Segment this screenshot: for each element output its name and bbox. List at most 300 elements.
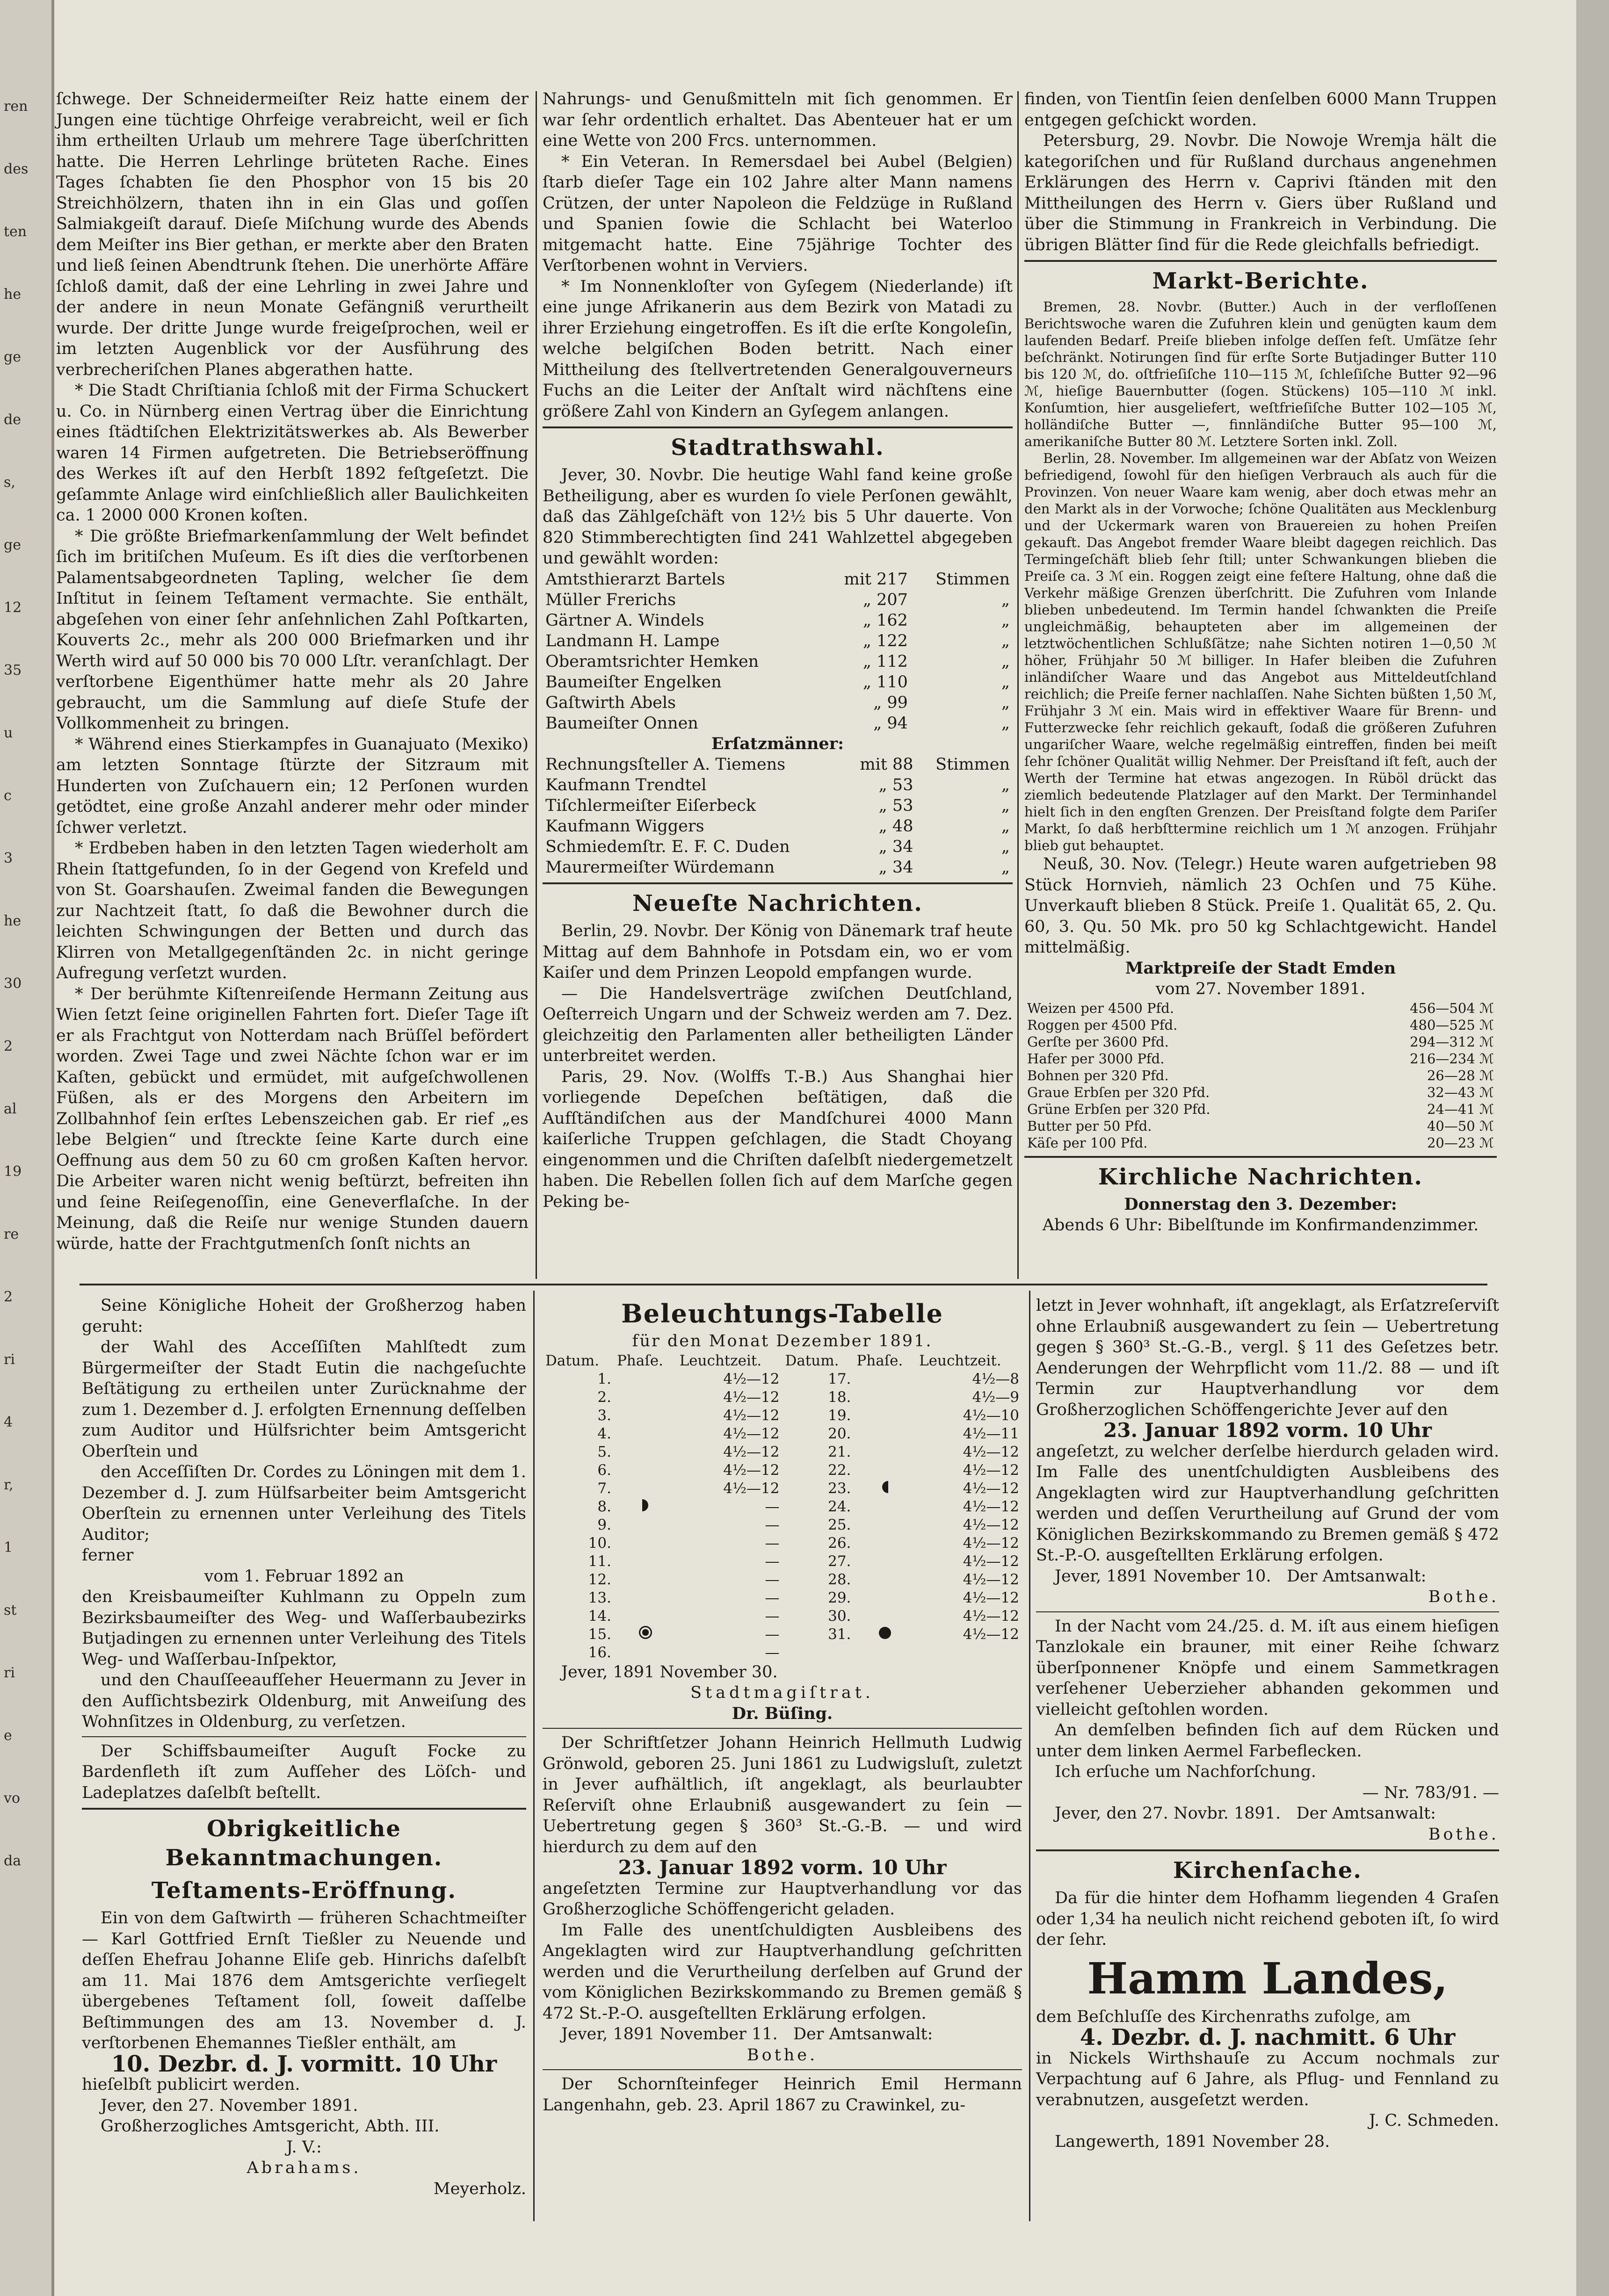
- lighting-time: 4½—12: [963, 1552, 1019, 1570]
- notice-place-date: Jever, 1891 November 11.: [561, 2025, 778, 2043]
- date-cell: 20.: [828, 1425, 851, 1442]
- lighting-time: —: [765, 1552, 780, 1570]
- date-cell: 25.: [828, 1516, 851, 1533]
- table-row: [543, 713, 1013, 734]
- notice-text: [543, 2024, 1022, 2045]
- date-cell: 17.: [828, 1370, 851, 1387]
- date-cell: 26.: [828, 1534, 851, 1552]
- article-text: Jever, 30. Novbr. Die heutige Wahl fand keine große Betheiligung, aber es wurden ſo viele Perſonen gewählt, daß das Zählgeſchäft von 12½ bis 5 Uhr dauerte. Von 820 Stimmberechtigten ſind 241 Wahlzettel abgegeben und gewählt worden:: [543, 466, 1013, 568]
- article-text: Petersburg, 29. Novbr. Die Nowoje Wremja hält die kategoriſchen und für Rußland durchaus angenehmen Erklärungen des Herrn v. Caprivi ſtänden mit den Mittheilungen des Herrn v. Giers über Rußland und über die Stimmung in Frankreich in Verbindung. Die übrigen Blätter ſind für die Rede gleichfalls befriedigt.: [1024, 131, 1497, 254]
- column-header: Leuchtzeit.: [679, 1352, 762, 1369]
- vote-unit: „: [1001, 838, 1010, 856]
- price-range: 32—43 ℳ: [1427, 1084, 1494, 1100]
- date-cell: 28.: [828, 1571, 851, 1588]
- table-row: [543, 775, 1013, 795]
- market-report: Bremen, 28. Novbr. (Butter.) Auch in der verfloſſenen Berichtswoche waren die Zufuhren klein und genügten kaum dem laufenden Bedarf. Preiſe blieben infolge deſſen feſt. Umſätze ſehr beſchränkt. Notirungen ſind für erſte Sorte Butjadinger Butter 110 bis 120 ℳ, do. oſtfrieſiſche 110—115 ℳ, ſchleſiſche Butter 92—96 ℳ, hieſige Bauernbutter (ſogen. Stückens) 105—110 ℳ inkl. Konſumtion, hier ausgeliefert, weſtfrieſiſche Butter 102—105 ℳ, holländiſche Butter —, finnländiſche Butter 95—100 ℳ, amerikaniſche Butter 80 ℳ. Letztere Sorten inkl. Zoll.: [1024, 299, 1497, 449]
- notice-text: der Wahl des Acceſſiſten Mahlſtedt zum Bürgermeiſter der Stadt Eutin die nachgeſuchte Beſtätigung zu ertheilen unter Zurücknahme der zum 1. Dezember d. J. erfolgten Ernennung deſſelben zum Auditor und Hülfsrichter beim Amtsgericht Oberſtein und: [82, 1338, 526, 1461]
- fragment-text: 35: [4, 662, 22, 679]
- subheading: für den Monat Dezember 1891.: [632, 1332, 933, 1350]
- notice-office: Der Amtsanwalt:: [1296, 1804, 1436, 1823]
- price-range: 40—50 ℳ: [1427, 1118, 1494, 1134]
- table-row: [543, 631, 1013, 651]
- fragment-text: 30: [4, 975, 22, 992]
- vote-count: „ 34: [878, 838, 913, 856]
- date-cell: 29.: [828, 1589, 851, 1606]
- article-text: * Im Nonnenkloſter von Gyſegem (Niederlande) iſt eine junge Afrikanerin aus dem Bezirk von Matadi zu ihrer Erziehung eingetroffen. Es iſt die erſte Kongoleſin, welche belgiſchen Boden betritt. Nach einer Mittheilung des ſtellvertretenden Generalgouverneurs Fuchs an die Leiter der Anſtalt wird nächſtens eine größere Zahl von Kindern an Gyſegem anlangen.: [543, 277, 1013, 421]
- phase-cell: [614, 1571, 677, 1589]
- fragment-text: c: [4, 787, 12, 804]
- vote-unit: „: [1001, 631, 1010, 650]
- price-range: 456—504 ℳ: [1410, 1000, 1494, 1016]
- divider: [543, 426, 1013, 428]
- lighting-time: —: [765, 1571, 780, 1588]
- vote-count: mit 217: [844, 570, 908, 589]
- moon-first-icon: [614, 1498, 677, 1516]
- article-text: * Während eines Stierkampfes in Guanajuato (Mexiko) am letzten Sonntage ſtürzte der Sitzraum mit Hunderten von Zuſchauern ein; 12 Perſonen wurden getödtet, eine große Anzahl anderer mehr oder minder ſchwer verletzt.: [56, 735, 529, 837]
- vote-count: „ 94: [873, 714, 908, 733]
- column-rule: [1029, 1291, 1030, 2221]
- fragment-text: ren: [4, 98, 28, 115]
- divider: [1036, 1611, 1499, 1612]
- vote-unit: „: [1001, 714, 1010, 733]
- phase-cell: [614, 1461, 677, 1480]
- lighting-time: 4½—12: [963, 1589, 1019, 1606]
- fragment-text: st: [4, 1602, 17, 1618]
- section-heading: Neueſte Nachrichten.: [632, 890, 923, 917]
- notice-text: Seine Königliche Hoheit der Großherzog haben geruht:: [82, 1296, 526, 1336]
- table-row: [543, 795, 1013, 816]
- lighting-time: 4½—8: [972, 1370, 1019, 1387]
- candidate-name: Baumeiſter Engelken: [545, 672, 722, 692]
- phase-cell: [854, 1388, 916, 1407]
- date-cell: 12.: [588, 1571, 611, 1588]
- fragment-text: ge: [4, 537, 21, 553]
- signature: Bothe.: [747, 2045, 818, 2065]
- lighting-time: 4½—12: [963, 1443, 1019, 1460]
- vote-count: mit 88: [860, 755, 913, 774]
- notice-text: An demſelben befinden ſich auf dem Rücken und unter dem linken Aermel Farbeflecken.: [1036, 1721, 1499, 1761]
- fragment-text: vo: [4, 1790, 21, 1806]
- date-cell: 8.: [597, 1498, 611, 1515]
- table-row: [543, 1552, 1022, 1571]
- lighting-time: 4½—12: [963, 1516, 1019, 1533]
- vote-count: „ 162: [862, 611, 908, 630]
- lighting-time: 4½—10: [963, 1407, 1019, 1424]
- vote-unit: Stimmen: [935, 755, 1010, 774]
- vote-unit: „: [1001, 652, 1010, 671]
- table-row: [543, 1407, 1022, 1425]
- price-range: 216—234 ℳ: [1410, 1050, 1494, 1067]
- notice-text: und den Chauſſeeaufſeher Heuermann zu Jever in den Aufſichtsbezirk Oldenburg, mit Anweiſung des Wohnſitzes in Oldenburg, zu verſetzen.: [82, 1671, 526, 1731]
- section-rule: [80, 1284, 1487, 1285]
- subheading-date: vom 27. November 1891.: [1155, 980, 1366, 998]
- vote-unit: „: [1001, 672, 1010, 692]
- date-cell: 9.: [597, 1516, 611, 1533]
- table-row: [543, 610, 1013, 631]
- commodity: Butter per 50 Pfd.: [1027, 1118, 1152, 1134]
- candidate-name: Rechnungsſteller A. Tiemens: [545, 755, 786, 774]
- phase-cell: [614, 1644, 677, 1662]
- fragment-text: s,: [4, 474, 15, 491]
- lighting-time: —: [765, 1625, 780, 1643]
- article-text: * Der berühmte Kiſtenreiſende Hermann Zeitung aus Wien ſetzt ſeine originellen Fahrten fort. Dieſer Tage iſt er als Frachtgut von Notterdam nach Brüſſel befördert worden. Zwei Tage und zwei Nächte ſchon war er im Kaſten, gebückt und ermüdet, mit aufgeſchwollenen Füßen, als er des Morgens den Arbeitern im Zollbahnhof ſein erſtes Lebenszeichen gab. Er rief „es lebe Belgien“ und ſtreckte ſeine Karte durch eine Oeffnung aus dem 50 zu 60 cm großen Kaſten hervor. Die Arbeiter waren nicht wenig beſtürzt, befreiten ihn und ſeine Reiſegenoſſin, eine Geneverflaſche. In der Meinung, daß die Reiſe nur wenige Stunden dauern würde, hatte der Frachtgutmenſch ſonſt nichts an: [56, 984, 529, 1253]
- commodity: Bohnen per 320 Pfd.: [1027, 1067, 1169, 1083]
- phase-cell: [854, 1407, 916, 1425]
- phase-cell: [614, 1443, 677, 1461]
- lighting-time: 4½—12: [963, 1498, 1019, 1515]
- lighting-time: —: [765, 1534, 780, 1552]
- table-row: [1024, 1084, 1497, 1101]
- fragment-text: de: [4, 412, 21, 428]
- column-1: [56, 89, 529, 1254]
- fragment-text: ten: [4, 224, 27, 240]
- notice-text: [1036, 1803, 1499, 1824]
- phase-cell: [854, 1498, 916, 1516]
- lighting-time: —: [765, 1516, 780, 1533]
- column-header: Phaſe.: [856, 1352, 903, 1369]
- phase-cell: [614, 1407, 677, 1425]
- adjacent-page-fragment: [4, 94, 46, 1917]
- date-cell: 22.: [828, 1461, 851, 1479]
- candidate-name: Landmann H. Lampe: [545, 631, 720, 650]
- price-range: 26—28 ℳ: [1427, 1067, 1494, 1083]
- vote-count: „ 53: [878, 776, 913, 794]
- candidate-name: Baumeiſter Onnen: [545, 714, 698, 733]
- date-cell: 19.: [828, 1407, 851, 1424]
- commodity: Hafer per 3000 Pfd.: [1027, 1050, 1165, 1067]
- column-header: Phaſe.: [616, 1352, 663, 1369]
- column-header: Leuchtzeit.: [919, 1352, 1001, 1369]
- date-cell: 11.: [588, 1552, 611, 1570]
- fragment-text: des: [4, 161, 29, 177]
- article-text: Berlin, 29. Novbr. Der König von Dänemark traf heute Mittag auf dem Bahnhofe in Potsdam ein, wo er vom Kaiſer und dem Prinzen Leopold empfangen wurde.: [543, 922, 1013, 982]
- notice-text: J. V.:: [286, 2137, 322, 2157]
- candidate-name: Maurermeiſter Würdemann: [545, 858, 775, 877]
- commodity: Gerſte per 3600 Pfd.: [1027, 1033, 1169, 1050]
- section-heading: Beleuchtungs-Tabelle: [621, 1299, 943, 1329]
- fragment-text: 1: [4, 1539, 13, 1556]
- bottom-column-3: [1036, 1295, 1499, 2152]
- column-header: Datum.: [545, 1352, 600, 1369]
- table-row: [543, 569, 1013, 590]
- bottom-column-2: [543, 1295, 1022, 2115]
- vote-count: „ 207: [862, 590, 908, 609]
- fragment-text: 2: [4, 1038, 13, 1054]
- section-heading: Stadtrathswahl.: [671, 434, 884, 461]
- article-text: * Die Stadt Chriſtiania ſchloß mit der Firma Schuckert u. Co. in Nürnberg einen Vertrag über die Einrichtung eines ſtädtiſchen Elektrizitätswerkes ab. Als Bewerber waren 14 Firmen aufgetreten. Die Betriebseröffnung des Werkes iſt auf den Herbſt 1892 feſtgeſetzt. Die geſammte Anlage wird einſchließlich aller Baulichkeiten ca. 1 2000 000 Kronen koſten.: [56, 381, 529, 525]
- candidate-name: Schmiedemſtr. E. F. C. Duden: [545, 838, 790, 856]
- lighting-time: —: [765, 1644, 780, 1661]
- section-heading: Obrigkeitliche Bekanntmachungen.: [165, 1816, 443, 1871]
- vote-unit: „: [1001, 590, 1010, 609]
- notice-text: letzt in Jever wohnhaft, iſt angeklagt, als Erſatzreſerviſt ohne Erlaubniß ausgewandert zu ſein — Uebertretung gegen § 360³ St.-G.-B., vergl. § 11 des Geſetzes betr. Aenderungen der Wehrpflicht vom 11./2. 88 — und iſt Termin zur Hauptverhandlung vor dem Großherzoglichen Schöffengerichte Jever auf den: [1036, 1296, 1499, 1419]
- phase-cell: [614, 1534, 677, 1552]
- table-row: [1024, 1050, 1497, 1067]
- lighting-time: 4½—12: [723, 1407, 780, 1424]
- fragment-text: u: [4, 725, 13, 741]
- lighting-time: 4½—11: [963, 1425, 1019, 1442]
- date-cell: 4.: [597, 1425, 611, 1442]
- notice-text: ferner: [82, 1546, 134, 1565]
- notice-text: angeſetzt, zu welcher derſelbe hierdurch geladen wird. Im Falle des unentſchuldigten Ausbleibens des Angeklagten wird zur Hauptverhandlung geſchritten werden und deſſen Verurtheilung auf Grund der vom Königlichen Bezirkskommando zu Bremen gemäß § 472 St.-P.-O. ausgeſtellten Erklärung erfolgen.: [1036, 1442, 1499, 1565]
- commodity: Graue Erbſen per 320 Pfd.: [1027, 1084, 1210, 1100]
- notice-text: Da für die hinter dem Hofhamm liegenden 4 Graſen oder 1,34 ha neulich nicht reichend geboten iſt, ſo wird der ſehr.: [1036, 1889, 1499, 1949]
- notice-text: in Nickels Wirthshauſe zu Accum nochmals zur Verpachtung auf 6 Jahre, als Pflug- und Fennland zu verabnutzen, ausgeſetzt werden.: [1036, 2049, 1499, 2109]
- candidate-name: Kaufmann Trendtel: [545, 776, 707, 794]
- divider: [82, 1808, 526, 1810]
- table-row: [1024, 1067, 1497, 1084]
- phase-cell: [854, 1552, 916, 1571]
- table-row: [1024, 1101, 1497, 1118]
- date-cell: 5.: [597, 1443, 611, 1460]
- notice-text: Der Schornſteinfeger Heinrich Emil Hermann Langenhahn, geb. 23. April 1867 zu Crawinkel, zu-: [543, 2075, 1022, 2115]
- phase-cell: [854, 1534, 916, 1552]
- table-row: [1024, 1000, 1497, 1017]
- notice-text: vom 1. Februar 1892 an: [204, 1567, 404, 1586]
- lighting-time: 4½—12: [723, 1370, 780, 1387]
- lighting-time: 4½—12: [963, 1461, 1019, 1479]
- price-range: 20—23 ℳ: [1427, 1134, 1494, 1151]
- table-row: [1024, 1118, 1497, 1134]
- lighting-time: —: [765, 1498, 780, 1515]
- moon-full-icon: [614, 1625, 677, 1644]
- phase-cell: [614, 1552, 677, 1571]
- article-text: — Die Handelsverträge zwiſchen Deutſchland, Oeſterreich Ungarn und der Schweiz werden am 7. Dez. gleichzeitig den Parlamenten aller betheiligten Länder unterbreitet werden.: [543, 984, 1013, 1065]
- table-row: [543, 1607, 1022, 1625]
- notice-place-date: Jever, den 27. Novbr. 1891.: [1055, 1804, 1281, 1823]
- vote-count: „ 53: [878, 796, 913, 815]
- notice-text: [1036, 1566, 1499, 1587]
- notice-text: Im Falle des unentſchuldigten Ausbleibens des Angeklagten wird zur Hauptverhandlung geſchritten werden und die Verurtheilung derſelben auf Grund der vom Königlichen Bezirkskommando zu Bremen gemäß § 472 St.-P.-O. ausgeſtellten Erklärung erfolgen.: [543, 1921, 1022, 2023]
- notice-text: Großherzogliches Amtsgericht, Abth. III.: [101, 2117, 440, 2136]
- fragment-text: 2: [4, 1289, 13, 1305]
- vote-unit: „: [1001, 858, 1010, 877]
- table-row: [543, 1534, 1022, 1552]
- moon-new-icon: [854, 1625, 916, 1644]
- lighting-time: 4½—12: [963, 1534, 1019, 1552]
- notice-text: Der Schriftſetzer Johann Heinrich Hellmuth Ludwig Grönwold, geboren 25. Juni 1861 zu Ludwigsluſt, zuletzt in Jever aufhältlich, iſt angeklagt, als beurlaubter Reſerviſt ohne Erlaubniß ausgewandert zu ſein — Uebertretung gegen § 360³ St.-G.-B. — und wird hierdurch zu dem auf den: [543, 1733, 1022, 1856]
- signature: Bothe.: [1428, 1825, 1499, 1844]
- notice-date: 23. Januar 1892 vorm. 10 Uhr: [1103, 1419, 1432, 1442]
- vote-unit: „: [1001, 796, 1010, 815]
- table-row: [543, 1625, 1022, 1644]
- signature: Bothe.: [1428, 1588, 1499, 1606]
- section-heading: Kirchenſache.: [1173, 1857, 1362, 1884]
- candidate-name: Kaufmann Wiggers: [545, 817, 704, 836]
- phase-cell: [614, 1370, 677, 1388]
- page-edge: [1576, 0, 1609, 2296]
- vote-unit: „: [1001, 611, 1010, 630]
- table-row: [543, 590, 1013, 610]
- notice-text: Jever, 1891 November 30.: [561, 1662, 778, 1682]
- candidate-name: Müller Frerichs: [545, 590, 676, 609]
- table-row: [1024, 1017, 1497, 1033]
- notice-date: 4. Dezbr. d. J. nachmitt. 6 Uhr: [1080, 2024, 1456, 2051]
- notice-text: angeſetzten Termine zur Hauptverhandlung vor das Großherzogliche Schöffengericht geladen.: [543, 1879, 1022, 1919]
- column-rule: [1017, 91, 1019, 1279]
- vote-count: „ 112: [862, 652, 908, 671]
- fragment-text: 3: [4, 850, 13, 866]
- fragment-text: da: [4, 1853, 22, 1869]
- candidate-name: Amtsthierarzt Bartels: [545, 570, 725, 589]
- date-cell: 3.: [597, 1407, 611, 1424]
- table-row: [543, 816, 1013, 837]
- market-report: Berlin, 28. November. Im allgemeinen war der Abſatz von Weizen befriedigend, ſowohl für den hieſigen Verbrauch als auch für die Provinzen. Von neuer Waare kam wenig, aber doch etwas mehr an den Markt als in der Vorwoche; ſchöne Qualitäten aus Mecklenburg und der Uckermark waren von Brauereien zu hohen Preiſen gekauft. Das Angebot fremder Waare bleibt dagegen reichlich. Das Termingeſchäft blieb ſehr ſtill; unter Schwankungen blieben die Preiſe ca. 3 ℳ ein. Roggen zeigt eine feſtere Haltung, ohne daß die Verkehr mäßige Grenzen überſchritt. Die Zufuhren vom Inlande blieben unbedeutend. Im Termin handel ſchwankten die Preiſe ungleichmäßig, behaupteten aber im allgemeinen der letztwöchentlichen Schlußſätze; nahe Sichten notiren 1—0,50 ℳ höher, Frühjahr 50 ℳ billiger. In Hafer bleiben die Zufuhren inländiſcher Waare und das Angebot aus Mitteldeutſchland reichlich; die Preiſe ferner nachlaſſen. Nahe Sichten büßten 1,50 ℳ, Frühjahr 3 ℳ ein. Mais wird in effektiver Waare für Brenn- und Futterzwecke ſehr reichlich gekauft, ſodaß die größeren Zufuhren ungariſcher Waare, welche regelmäßig eintreffen, finden bei meiſt ſehr ſchöner Qualität willig Nehmer. Der Preisſtand iſt feſt, auch der Werth der Termine hat etwas angezogen. In Rüböl drückt das ziemlich bedeutende Platzlager auf den Markt. Der Terminhandel hielt ſich in den engſten Grenzen. Der Preisſtand folgte dem Pariſer Markt, ſo daß herbſttermine reichlich um 1 ℳ anzogen. Frühjahr blieb gut behauptet.: [1024, 450, 1497, 853]
- lighting-time: —: [765, 1607, 780, 1625]
- fragment-text: ge: [4, 349, 21, 365]
- table-row: [543, 1516, 1022, 1534]
- article-text: Paris, 29. Nov. (Wolffs T.-B.) Aus Shanghai hier vorliegende Depeſchen beſtätigen, daß die Aufſtändiſchen aus der Mandſchurei 4000 Mann kaiſerliche Truppen geſchlagen, die Stadt Choyang eingenommen und die Chriſten daſelbſt niedergemetzelt haben. Die Rebellen ſollen ſich auf dem Marſche gegen Peking be-: [543, 1067, 1013, 1211]
- fragment-text: he: [4, 913, 22, 929]
- lighting-time: 4½—12: [963, 1571, 1019, 1588]
- notice-place-date: Jever, 1891 November 10.: [1055, 1567, 1271, 1586]
- table-row: [543, 651, 1013, 672]
- notice-text: Jever, den 27. November 1891.: [101, 2096, 358, 2115]
- divider: [1024, 260, 1497, 262]
- date-cell: 18.: [828, 1388, 851, 1406]
- column-3: [1024, 89, 1497, 1236]
- date-cell: 13.: [588, 1589, 611, 1606]
- signature: Abrahams.: [246, 2159, 362, 2177]
- phase-cell: [614, 1480, 677, 1498]
- table-row: [543, 1425, 1022, 1443]
- commodity: Roggen per 4500 Pfd.: [1027, 1017, 1178, 1033]
- fragment-text: re: [4, 1226, 19, 1242]
- date-cell: 14.: [588, 1607, 611, 1625]
- candidate-name: Oberamtsrichter Hemken: [545, 652, 759, 671]
- table-row: [543, 1443, 1022, 1461]
- column-2: [543, 89, 1013, 1212]
- commodity: Käſe per 100 Pfd.: [1027, 1134, 1148, 1151]
- table-row: [543, 672, 1013, 693]
- fragment-text: 4: [4, 1414, 13, 1430]
- lighting-time: 4½—12: [963, 1625, 1019, 1643]
- phase-cell: [854, 1370, 916, 1388]
- moon-last-icon: [854, 1480, 916, 1498]
- lighting-time: 4½—12: [723, 1425, 780, 1442]
- table-row: [543, 857, 1013, 878]
- phase-cell: [854, 1607, 916, 1625]
- phase-cell: [614, 1516, 677, 1534]
- table-row: [1024, 1033, 1497, 1050]
- lighting-time: 4½—12: [723, 1388, 780, 1406]
- price-range: 294—312 ℳ: [1410, 1033, 1494, 1050]
- phase-cell: [614, 1425, 677, 1443]
- fragment-text: ri: [4, 1665, 15, 1681]
- election-table: [543, 569, 1013, 734]
- fragment-text: he: [4, 286, 22, 303]
- price-range: 24—41 ℳ: [1427, 1101, 1494, 1117]
- table-row: [543, 1571, 1022, 1589]
- divider: [543, 2069, 1022, 2070]
- lighting-time: 4½—12: [723, 1461, 780, 1479]
- lighting-time: 4½—12: [963, 1607, 1019, 1625]
- divider: [82, 1736, 526, 1737]
- table-row: [1024, 1134, 1497, 1151]
- fragment-text: 19: [4, 1163, 22, 1180]
- vote-count: „ 48: [878, 817, 913, 836]
- date-cell: 6.: [597, 1461, 611, 1479]
- fragment-text: al: [4, 1101, 17, 1117]
- market-report: Neuß, 30. Nov. (Telegr.) Heute waren aufgetrieben 98 Stück Hornvieh, nämlich 23 Ochſen und 75 Kühe. Unverkauft blieben 8 Stück. Preiſe 1. Qualität 65, 2. Qu. 60, 3. Qu. 50 Mk. pro 50 kg Schlachtgewicht. Handel mittelmäßig.: [1024, 855, 1497, 957]
- table-row: [543, 1461, 1022, 1480]
- notice-text: Abends 6 Uhr: Bibelſtunde im Konfirmandenzimmer.: [1042, 1216, 1479, 1235]
- price-range: 480—525 ℳ: [1410, 1017, 1494, 1033]
- fragment-text: ri: [4, 1351, 15, 1368]
- table-row: [543, 1498, 1022, 1516]
- table-row: [543, 837, 1013, 857]
- phase-cell: [854, 1644, 916, 1662]
- notice-date: 23. Januar 1892 vorm. 10 Uhr: [618, 1856, 947, 1879]
- column-rule: [536, 91, 537, 1279]
- subheading-date: Donnerstag den 3. Dezember:: [1124, 1194, 1397, 1214]
- article-text: finden, von Tientſin ſeien denſelben 6000 Mann Truppen entgegen geſchickt worden.: [1024, 90, 1497, 130]
- column-rule: [533, 1291, 535, 2221]
- date-cell: 30.: [828, 1607, 851, 1625]
- lighting-table: [543, 1352, 1022, 1662]
- lighting-time: —: [765, 1589, 780, 1606]
- phase-cell: [854, 1516, 916, 1534]
- vote-count: „ 122: [862, 631, 908, 650]
- divider: [543, 882, 1013, 884]
- date-cell: 27.: [828, 1552, 851, 1570]
- notice-text: Langewerth, 1891 November 28.: [1055, 2132, 1330, 2151]
- phase-cell: [854, 1571, 916, 1589]
- commodity: Weizen per 4500 Pfd.: [1027, 1000, 1174, 1016]
- lighting-time: 4½—12: [723, 1480, 780, 1497]
- table-row: [543, 1589, 1022, 1607]
- date-cell: 7.: [597, 1480, 611, 1497]
- vote-count: „ 110: [862, 672, 908, 692]
- divider: [1024, 1156, 1497, 1158]
- bottom-column-1: [82, 1295, 526, 2199]
- phase-cell: [854, 1425, 916, 1443]
- notice-text: Ich erſuche um Nachforſchung.: [1055, 1762, 1316, 1781]
- signature: Dr. Büſing.: [732, 1704, 833, 1723]
- date-cell: 1.: [597, 1370, 611, 1387]
- notice-text: Der Schiffsbaumeiſter Auguſt Focke zu Bardenfleth iſt zum Aufſeher des Löſch- und Ladeplatzes daſelbſt beſtellt.: [82, 1741, 526, 1802]
- notice-text: In der Nacht vom 24./25. d. M. iſt aus einem hieſigen Tanzlokale ein brauner, mit einer Reihe ſchwarz überſponnener Knöpfe und einem Sammetkragen verſehener Ueberzieher abhanden gekommen und vielleicht geſtohlen worden.: [1036, 1617, 1499, 1719]
- section-heading: Kirchliche Nachrichten.: [1098, 1163, 1423, 1190]
- date-cell: 10.: [588, 1534, 611, 1552]
- section-heading: Teſtaments-Eröffnung.: [151, 1877, 457, 1904]
- fragment-text: 12: [4, 599, 22, 616]
- notice-text: Ein von dem Gaſtwirth — früheren Schachtmeiſter — Karl Gottfried Ernſt Tießler zu Neuende und deſſen Ehefrau Johanne Eliſe geb. Hinrichs daſelbſt am 11. Mai 1876 dem Amtsgerichte verſiegelt übergebenes Teſtament ſoll, ſoweit daſſelbe Beſtimmungen des am 13. November d. J. verſtorbenen Ehemannes Tießler enthält, am: [82, 1909, 526, 2052]
- substitute-table: [543, 754, 1013, 878]
- fragment-text: r,: [4, 1477, 14, 1493]
- subheading: Marktpreiſe der Stadt Emden: [1125, 958, 1396, 978]
- column-header: Datum.: [785, 1352, 839, 1369]
- section-heading: Markt-Berichte.: [1152, 268, 1369, 294]
- subheading: Erſatzmänner:: [711, 734, 844, 753]
- vote-unit: „: [1001, 817, 1010, 836]
- phase-cell: [854, 1589, 916, 1607]
- signature: Meyerholz.: [433, 2179, 526, 2198]
- notice-text: den Acceſſiſten Dr. Cordes zu Löningen mit dem 1. Dezember d. J. zum Hülfsarbeiter beim Amtsgericht Oberſtein zu ernennen unter Verleihung des Titels Auditor;: [82, 1463, 526, 1544]
- lighting-time: 4½—12: [723, 1443, 780, 1460]
- vote-count: „ 34: [878, 858, 913, 877]
- phase-cell: [614, 1388, 677, 1407]
- vote-unit: „: [1001, 776, 1010, 794]
- notice-text: hieſelbſt publicirt werden.: [82, 2075, 300, 2094]
- table-row: [543, 1480, 1022, 1498]
- notice-office: Der Amtsanwalt:: [793, 2025, 933, 2043]
- table-row: [543, 693, 1013, 713]
- date-cell: 2.: [597, 1388, 611, 1406]
- article-text: * Die größte Briefmarkenſammlung der Welt befindet ſich im britiſchen Muſeum. Es iſt dies die verſtorbenen Palamentsabgeordneten Tapling, welcher ſie dem Inſtitut in ſeinem Teſtament vermachte. Sie enthält, abgeſehen von einer ſehr anſehnlichen Zahl Poſtkarten, Kouverts 2c., mehr als 200 000 Briefmarken und ihr Werth wird auf 50 000 bis 70 000 Lſtr. veranſchlagt. Der verſtorbene Eigenthümer hatte mehr als 20 Jahre gebraucht, um die Sammlung auf dieſe Stufe der Vollkommenheit zu bringen.: [56, 527, 529, 733]
- display-heading: Hamm Landes,: [1087, 1953, 1448, 2004]
- vote-unit: „: [1001, 693, 1010, 712]
